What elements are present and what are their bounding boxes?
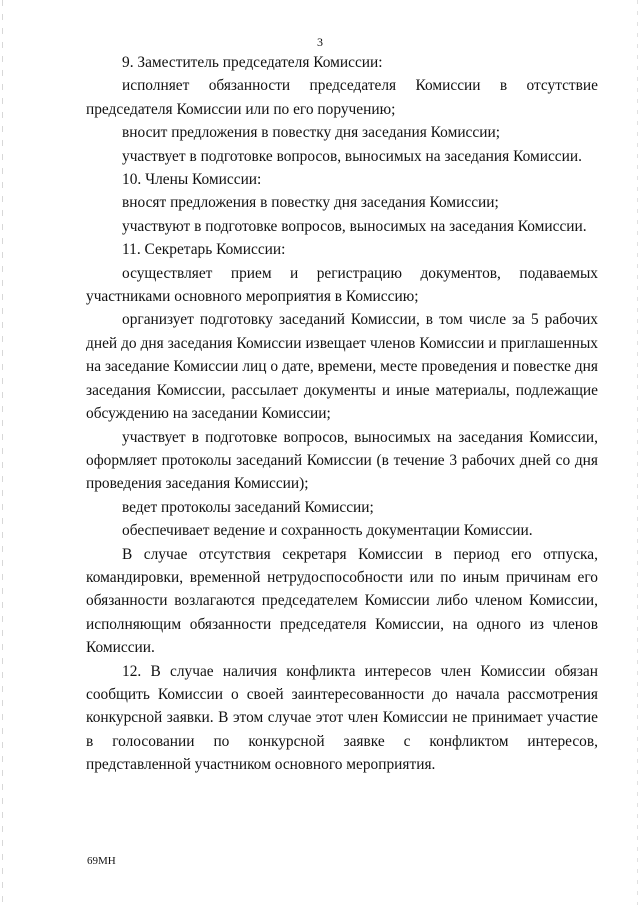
- paragraph: 10. Члены Комиссии:: [122, 171, 262, 189]
- footer-code: 69МН: [87, 855, 116, 867]
- paragraph: 11. Секретарь Комиссии:: [122, 241, 286, 259]
- paragraph: вносит предложения в повестку дня заседания Комиссии;: [122, 124, 500, 142]
- paragraph: ведет протоколы заседаний Комиссии;: [122, 498, 374, 516]
- paragraph: участвует в подготовке вопросов, выносимых на заседания Комиссии.: [122, 147, 582, 165]
- paragraph: обеспечивает ведение и сохранность документации Комиссии.: [122, 522, 533, 540]
- scan-edge-left: [2, 0, 3, 905]
- paragraph: 12. В случае наличия конфликта интересов член Комиссии обязан сообщить Комиссии о своей заинтересованности до начала рассмотрения конкурсной заявки. В этом случае этот член Комиссии не принимает участие в голосовании по конкурсной заявке с конфликтом интересов, представленной участником основного мероприятия.: [86, 662, 598, 774]
- paragraph: организует подготовку заседаний Комиссии, в том числе за 5 рабочих дней до дня заседания Комиссии извещает членов Комиссии и приглашенных на заседание Комиссии лиц о дате, времени, месте проведения и повестке дня заседания Комиссии, рассылает документы и иные материалы, подлежащие обсуждению на заседании Комиссии;: [86, 311, 598, 423]
- paragraph: В случае отсутствия секретаря Комиссии в период его отпуска, командировки, временной нетрудоспособности или по иным причинам его обязанности возлагаются председателем Комиссии либо членом Комиссии, исполняющим обязанности председателя Комиссии, на одного из членов Комиссии.: [86, 545, 598, 657]
- paragraph: вносят предложения в повестку дня заседания Комиссии;: [122, 194, 499, 212]
- paragraph: участвуют в подготовке вопросов, выносимых на заседания Комиссии.: [122, 217, 587, 235]
- paragraph: исполняет обязанности председателя Комиссии в отсутствие председателя Комиссии или по его поручению;: [86, 77, 598, 118]
- paragraph: участвует в подготовке вопросов, выносимых на заседания Комиссии, оформляет протоколы заседаний Комиссии (в течение 3 рабочих дней со дня проведения заседания Комиссии);: [86, 428, 598, 493]
- document-body: [86, 51, 598, 777]
- scan-edge-right: [637, 0, 638, 905]
- paragraph: 9. Заместитель председателя Комиссии:: [122, 54, 383, 71]
- page-number: 3: [317, 35, 323, 49]
- paragraph: осуществляет прием и регистрацию документов, подаваемых участниками основного мероприятия в Комиссию;: [86, 264, 598, 306]
